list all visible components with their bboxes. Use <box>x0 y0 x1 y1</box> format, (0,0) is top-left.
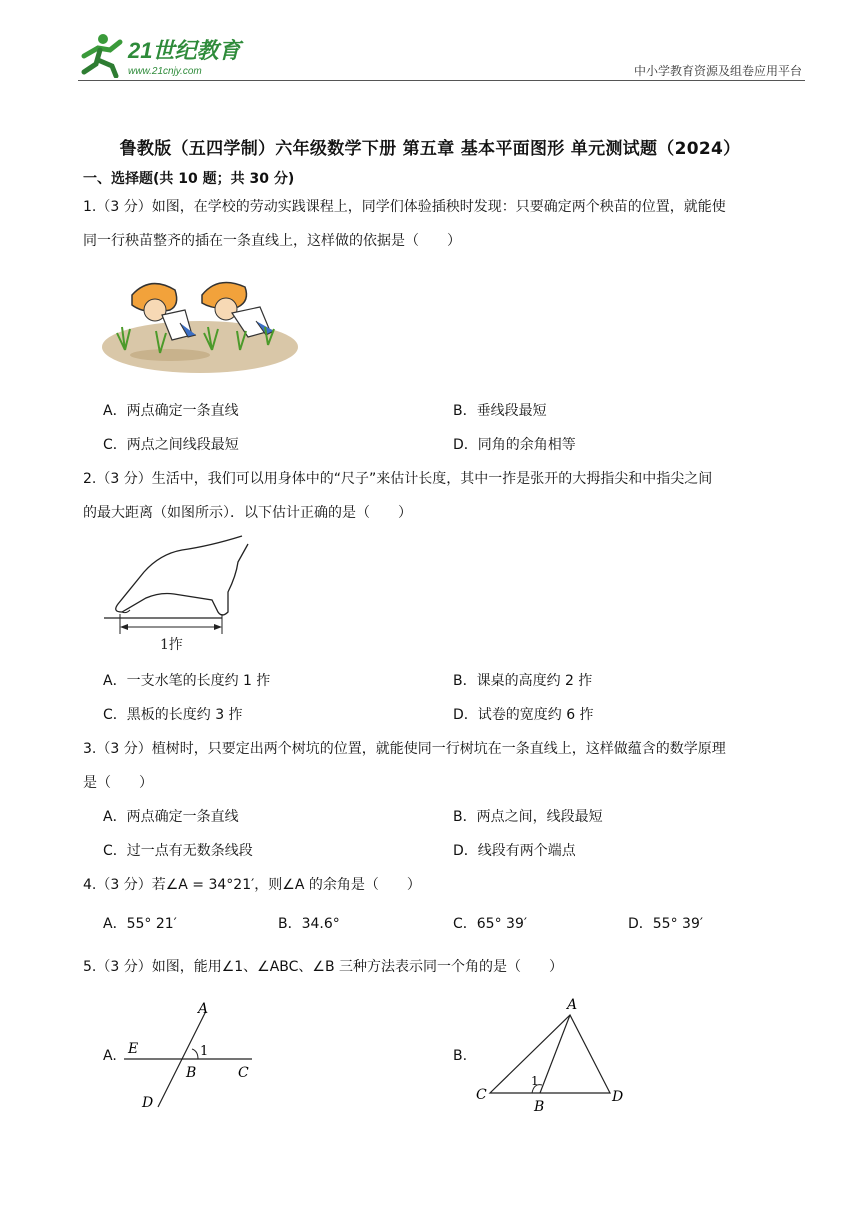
svg-text:C: C <box>238 1065 249 1081</box>
question-text: 2.（3 分）生活中，我们可以用身体中的“尺子”来估计长度，其中一拃是张开的大拇指尖和中指尖之间 <box>83 471 713 487</box>
svg-text:B: B <box>534 1099 545 1115</box>
svg-text:C: C <box>476 1087 487 1103</box>
question-5 <box>83 950 808 984</box>
platform-name: 中小学教育资源及组卷应用平台 <box>633 64 802 78</box>
question-text: 是（ ） <box>83 775 153 791</box>
svg-text:1: 1 <box>200 1044 209 1059</box>
option-a[interactable]: A. <box>103 1048 117 1064</box>
question-text: 5.（3 分）如图，能用∠1、∠ABC、∠B 三种方法表示同一个角的是（ ） <box>83 959 564 975</box>
section-heading: 一、选择题(共 10 题；共 30 分) <box>83 171 295 187</box>
svg-text:B: B <box>186 1065 197 1081</box>
page-title: 鲁教版（五四学制）六年级数学下册 第五章 基本平面图形 单元测试题（2024） <box>119 139 741 159</box>
site-logo <box>78 30 248 78</box>
option-d[interactable]: D．试卷的宽度约 6 拃 <box>453 707 594 723</box>
option-d[interactable]: D．55° 39′ <box>628 916 704 932</box>
option-b[interactable]: B．34.6° <box>278 916 340 932</box>
svg-text:1: 1 <box>531 1074 539 1088</box>
question-2 <box>83 462 808 530</box>
option-a[interactable]: A．一支水笔的长度约 1 拃 <box>103 673 271 689</box>
option-b[interactable]: B．垂线段最短 <box>453 403 547 419</box>
rice-planting-illustration <box>100 265 302 380</box>
span-label: 1拃 <box>160 637 183 653</box>
svg-text:D: D <box>142 1095 154 1111</box>
question-3 <box>83 732 808 800</box>
question-text: 1.（3 分）如图，在学校的劳动实践课程上，同学们体验插秧时发现：只要确定两个秧苗的位置，就能使 <box>83 199 726 215</box>
option-d[interactable]: D．线段有两个端点 <box>453 843 576 859</box>
runner-icon <box>84 34 120 76</box>
option-a[interactable]: A．55° 21′ <box>103 916 177 932</box>
hand-span-figure <box>100 532 260 657</box>
option-a-figure <box>120 995 260 1115</box>
option-b[interactable]: B. <box>453 1048 468 1064</box>
header-divider <box>78 80 805 81</box>
question-text: 同一行秧苗整齐的插在一条直线上，这样做的依据是（ ） <box>83 233 461 249</box>
question-1 <box>83 190 808 258</box>
option-c[interactable]: C．过一点有无数条线段 <box>103 843 253 859</box>
option-a[interactable]: A．两点确定一条直线 <box>103 809 239 825</box>
option-d[interactable]: D．同角的余角相等 <box>453 437 576 453</box>
question-4 <box>83 868 808 902</box>
option-c[interactable]: C．65° 39′ <box>453 916 528 932</box>
option-c[interactable]: C．两点之间线段最短 <box>103 437 239 453</box>
logo-title: 21世纪教育 <box>128 38 241 63</box>
option-b[interactable]: B．两点之间，线段最短 <box>453 809 603 825</box>
question-text: 3.（3 分）植树时，只要定出两个树坑的位置，就能使同一行树坑在一条直线上，这样做蕴含的数学原理 <box>83 741 726 757</box>
question-text: 4.（3 分）若∠A = 34°21′，则∠A 的余角是（ ） <box>83 877 421 893</box>
svg-text:E: E <box>128 1041 139 1057</box>
question-text: 的最大距离（如图所示）．以下估计正确的是（ ） <box>83 505 412 521</box>
svg-text:A: A <box>567 997 578 1013</box>
option-b[interactable]: B．课桌的高度约 2 拃 <box>453 673 593 689</box>
svg-text:A: A <box>198 1001 209 1017</box>
svg-text:D: D <box>612 1089 624 1105</box>
option-b-figure <box>470 995 630 1115</box>
option-c[interactable]: C．黑板的长度约 3 拃 <box>103 707 243 723</box>
option-a[interactable]: A．两点确定一条直线 <box>103 403 239 419</box>
logo-url: www.21cnjy.com <box>128 66 202 77</box>
